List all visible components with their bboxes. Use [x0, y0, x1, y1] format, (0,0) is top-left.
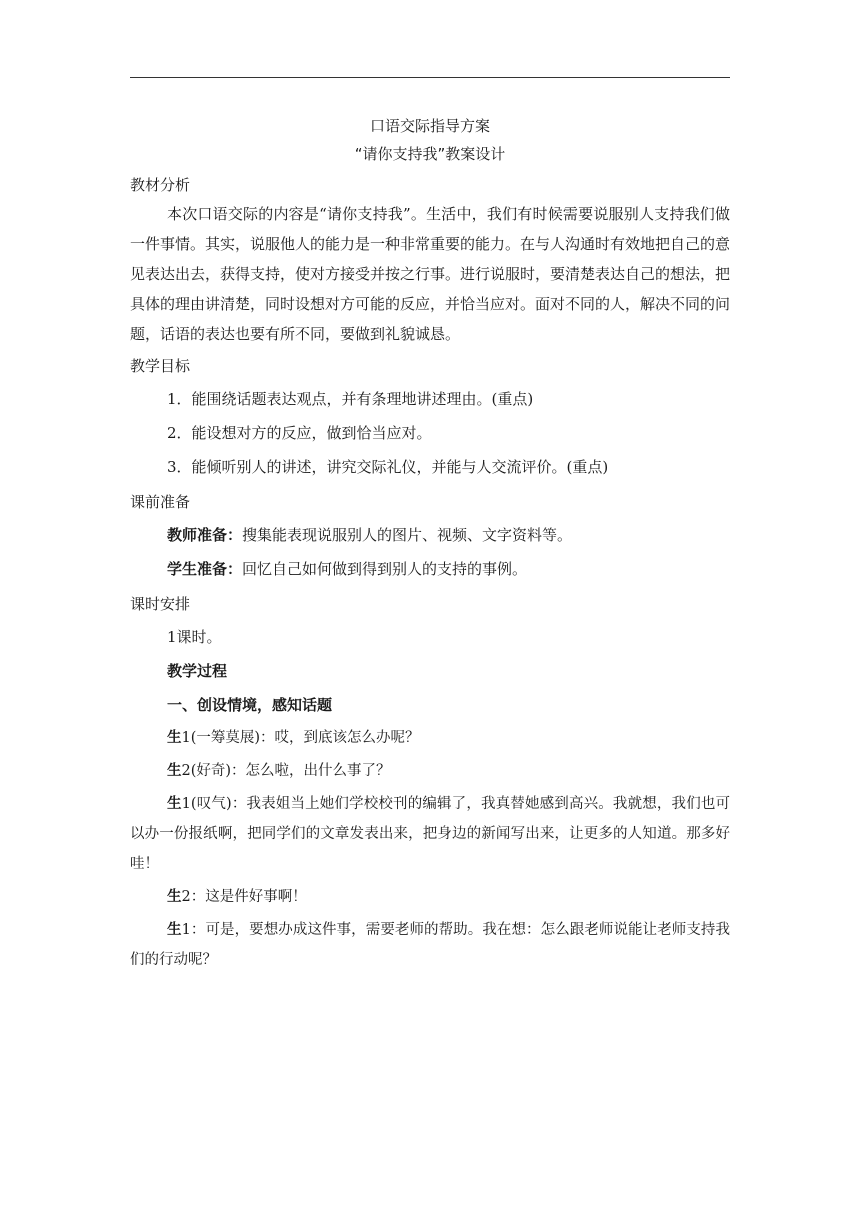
dialogue-text: 2：这是件好事啊！	[181, 889, 307, 905]
goal-item-2: 2．能设想对方的反应，做到恰当应对。	[167, 424, 432, 442]
prep-student	[130, 554, 730, 584]
prep-teacher-text: 搜集能表现说服别人的图片、视频、文字资料等。	[242, 526, 573, 544]
dialogue-speaker: 生	[167, 763, 182, 779]
header-rule	[130, 77, 730, 78]
dialogue-line	[130, 789, 730, 879]
dialogue-line	[130, 915, 730, 975]
section-heading-schedule: 课时安排	[130, 595, 191, 613]
dialogue-text: 2(好奇)：怎么啦，出什么事了？	[181, 763, 391, 779]
textbook-analysis-paragraph: 本次口语交际的内容是“请你支持我”。生活中，我们有时候需要说服别人支持我们做一件事情。其实，说服他人的能力是一种非常重要的能力。在与人沟通时有效地把自己的意见表达出去，获得支持，使对方接受并按之行事。进行说服时，要清楚表达自己的想法，把具体的理由讲清楚，同时设想对方可能的反应，并恰当应对。面对不同的人，解决不同的问题，话语的表达也要有所不同，要做到礼貌诚恳。	[130, 205, 731, 343]
document-title: 口语交际指导方案	[369, 117, 490, 135]
dialogue-speaker: 生	[167, 922, 182, 938]
process-heading: 教学过程	[167, 662, 228, 680]
section-heading-preparation: 课前准备	[130, 493, 191, 511]
prep-student-text: 回忆自己如何做到得到别人的支持的事例。	[242, 560, 528, 578]
document-subtitle: “请你支持我”教案设计	[354, 145, 506, 163]
dialogue-text: 1：可是，要想办成这件事，需要老师的帮助。我在想：怎么跟老师说能让老师支持我们的行动呢？	[130, 922, 730, 968]
schedule-text: 1课时。	[167, 628, 222, 646]
section-heading-textbook-analysis: 教材分析	[130, 176, 191, 194]
dialogue-text: 1(叹气)：我表姐当上她们学校校刊的编辑了，我真替她感到高兴。我就想，我们也可以办一份报纸啊，把同学们的文章发表出来，把身边的新闻写出来，让更多的人知道。那多好哇！	[130, 796, 731, 872]
section-heading-teaching-goals: 教学目标	[130, 357, 191, 375]
goal-item-3: 3．能倾听别人的讲述，讲究交际礼仪，并能与人交流评价。(重点)	[167, 458, 609, 476]
prep-teacher	[130, 520, 730, 550]
step-1-heading: 一、创设情境，感知话题	[167, 696, 333, 714]
prep-student-label: 学生准备：	[167, 560, 243, 578]
dialogue-line	[130, 756, 730, 786]
dialogue-speaker: 生	[167, 889, 182, 905]
dialogue-line	[130, 882, 730, 912]
dialogue-text: 1(一筹莫展)：哎，到底该怎么办呢？	[181, 730, 420, 746]
dialogue-line	[130, 723, 730, 753]
goal-item-1: 1．能围绕话题表达观点，并有条理地讲述理由。(重点)	[167, 390, 534, 408]
document-body	[130, 112, 730, 975]
dialogue-speaker: 生	[167, 730, 182, 746]
prep-teacher-label: 教师准备：	[167, 526, 243, 544]
dialogue-speaker: 生	[167, 796, 182, 812]
